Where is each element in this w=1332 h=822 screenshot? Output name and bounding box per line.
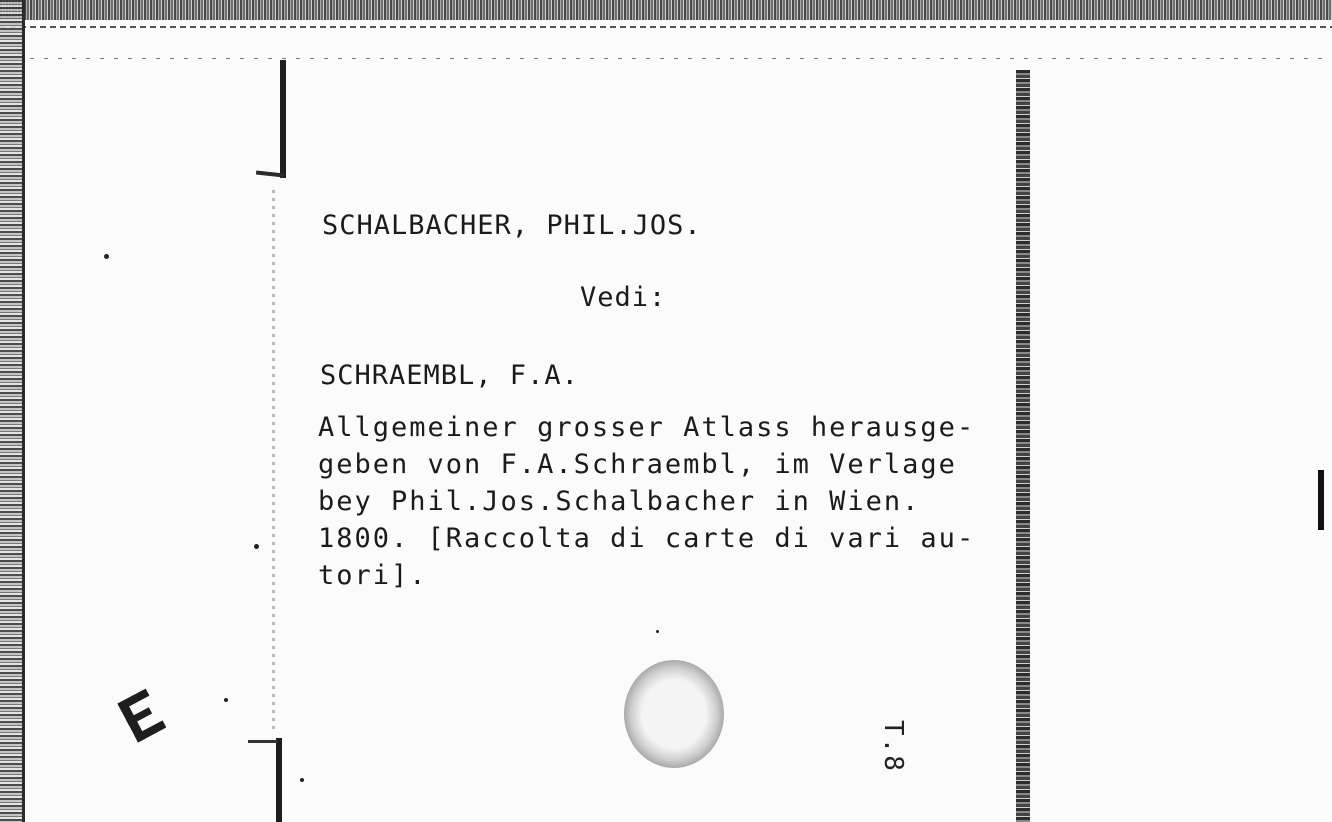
- shelf-number: T.8: [878, 720, 908, 773]
- scan-left-rule: [22, 0, 25, 822]
- description-line: 1800. [Raccolta di carte di vari au-: [318, 523, 976, 554]
- speck: [300, 778, 304, 782]
- see-reference-label: Vedi:: [580, 282, 667, 313]
- scan-card-top-rule: [30, 58, 1330, 59]
- punch-hole: [624, 660, 724, 768]
- card-left-edge-bottom: [276, 738, 282, 822]
- scan-left-border: [0, 0, 22, 822]
- right-margin-mark: [1318, 470, 1324, 530]
- description-line: geben von F.A.Schraembl, im Verlage: [318, 449, 957, 480]
- speck: [254, 544, 259, 549]
- description-line: tori].: [318, 560, 428, 591]
- card-right-edge: [1016, 70, 1030, 822]
- stamp-mark-icon: [116, 688, 166, 744]
- card-left-edge-top: [280, 60, 286, 178]
- reference-author: SCHRAEMBL, F.A.: [320, 360, 579, 391]
- speck: [656, 630, 659, 633]
- description-line: bey Phil.Jos.Schalbacher in Wien.: [318, 486, 921, 517]
- card-bottom-tick: [248, 740, 278, 743]
- speck: [224, 698, 228, 702]
- description-line: Allgemeiner grosser Atlass herausge-: [318, 412, 976, 443]
- scan-top-rule: [0, 26, 1332, 28]
- card-left-edge-dotted: [272, 190, 275, 730]
- scan-top-border: [0, 0, 1332, 20]
- speck: [104, 254, 109, 259]
- card-heading: SCHALBACHER, PHIL.JOS.: [322, 210, 702, 241]
